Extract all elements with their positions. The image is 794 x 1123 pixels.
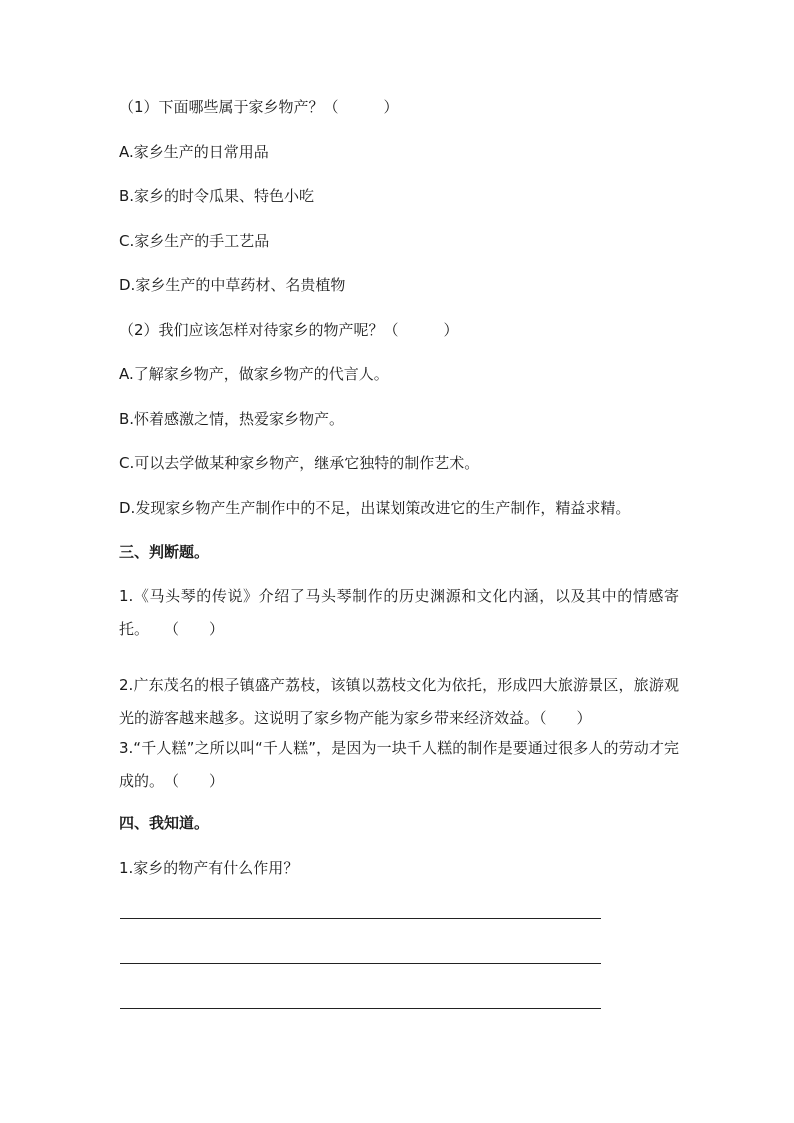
question-2-option-d: D.发现家乡物产生产制作中的不足，出谋划策改进它的生产制作，精益求精。 xyxy=(119,499,631,517)
question-1-option-c: C.家乡生产的手工艺品 xyxy=(119,232,270,250)
question-1-option-b: B.家乡的时令瓜果、特色小吃 xyxy=(119,187,315,205)
answer-line[interactable] xyxy=(120,1008,601,1009)
judgment-item-2: 2.广东茂名的根子镇盛产荔枝，该镇以荔枝文化为依托，形成四大旅游景区，旅游观光的游客越来越多。这说明了家乡物产能为家乡带来经济效益。（ ） xyxy=(119,676,679,727)
question-2-option-a: A.了解家乡物产，做家乡物产的代言人。 xyxy=(119,365,389,383)
question-2-option-b: B.怀着感激之情，热爱家乡物产。 xyxy=(119,410,345,428)
question-2-option-c: C.可以去学做某种家乡物产，继承它独特的制作艺术。 xyxy=(119,454,480,472)
judgment-item-3: 3.“千人糕”之所以叫“千人糕”，是因为一块千人糕的制作是要通过很多人的劳动才完成的。 （ ） xyxy=(119,739,679,790)
section-4-title: 四、我知道。 xyxy=(119,814,210,832)
answer-line[interactable] xyxy=(120,963,601,964)
answer-line[interactable] xyxy=(120,918,601,919)
question-2-stem: （2）我们应该怎样对待家乡的物产呢？（ ） xyxy=(119,321,459,339)
section-4-question-1: 1.家乡的物产有什么作用？ xyxy=(119,859,299,877)
section-3-title: 三、判断题。 xyxy=(119,543,210,561)
question-1-option-a: A.家乡生产的日常用品 xyxy=(119,143,269,161)
question-1-option-d: D.家乡生产的中草药材、名贵植物 xyxy=(119,276,346,294)
judgment-item-1: 1.《马头琴的传说》介绍了马头琴制作的历史渊源和文化内涵，以及其中的情感寄托。 （ ） xyxy=(119,587,679,638)
question-1-stem: （1）下面哪些属于家乡物产？（ ） xyxy=(119,98,399,116)
